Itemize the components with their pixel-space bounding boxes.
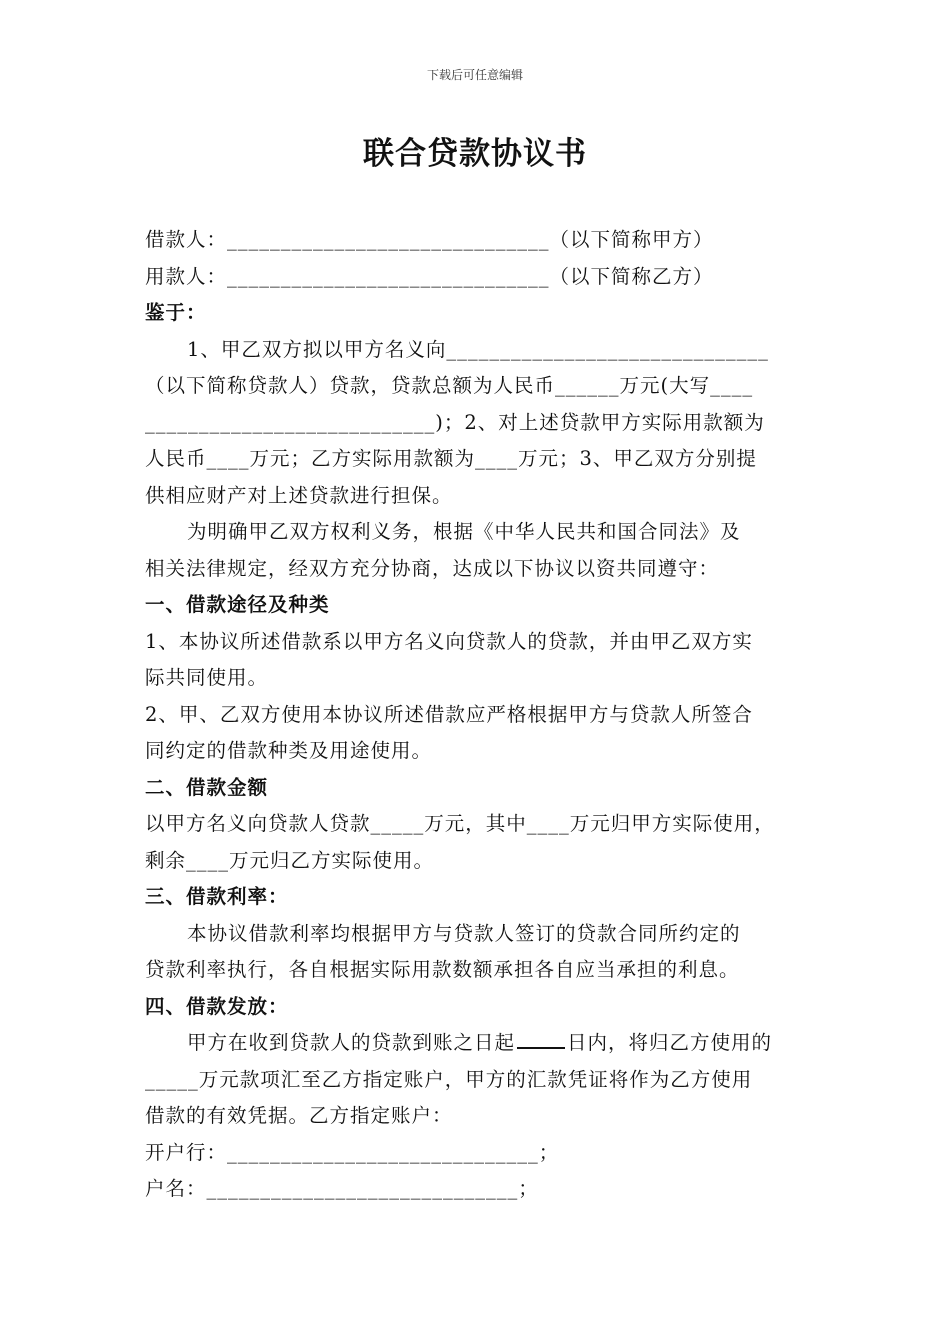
paragraph-line: 贷款利率执行，各自根据实际用款数额承担各自应当承担的利息。 bbox=[145, 958, 740, 981]
paragraph-line: 同约定的借款种类及用途使用。 bbox=[145, 739, 433, 762]
section-heading: 三、借款利率： bbox=[145, 885, 289, 908]
paragraph-line: 际共同使用。 bbox=[145, 666, 269, 689]
paragraph-text: 甲方在收到贷款人的贷款到账之日起 bbox=[187, 1031, 516, 1054]
paragraph-line: 剩余____万元归乙方实际使用。 bbox=[145, 848, 435, 872]
paragraph-line: ___________________________)；2、对上述贷款甲方实际用款额为 bbox=[145, 410, 765, 434]
paragraph-line: 1、甲乙双方拟以甲方名义向______________________________ bbox=[187, 337, 769, 361]
days-blank bbox=[517, 1027, 565, 1049]
paragraph-text: 日内，将归乙方使用的 bbox=[567, 1031, 773, 1054]
paragraph-line: 为明确甲乙双方权利义务，根据《中华人民共和国合同法》及 bbox=[187, 520, 741, 543]
paragraph-line: 人民币____万元；乙方实际用款额为____万元；3、甲乙双方分别提 bbox=[145, 447, 757, 470]
paragraph-line-with-blank bbox=[145, 1025, 825, 1062]
section-heading: 一、借款途径及种类 bbox=[145, 593, 330, 616]
account-name-line: 户名：_____________________________； bbox=[145, 1177, 539, 1200]
paragraph-line: 2、甲、乙双方使用本协议所述借款应严格根据甲方与贷款人所签合 bbox=[145, 702, 753, 726]
user-line: 用款人：______________________________（以下简称乙方） bbox=[145, 264, 714, 288]
paragraph-line: _____万元款项汇至乙方指定账户，甲方的汇款凭证将作为乙方使用 bbox=[145, 1067, 753, 1091]
bank-line: 开户行：_____________________________； bbox=[145, 1140, 560, 1164]
paragraph-line: 相关法律规定，经双方充分协商，达成以下协议以资共同遵守： bbox=[145, 556, 720, 580]
paragraph-line: 1、本协议所述借款系以甲方名义向贷款人的贷款，并由甲乙双方实 bbox=[145, 629, 753, 653]
paragraph-line: 本协议借款利率均根据甲方与贷款人签订的贷款合同所约定的 bbox=[187, 921, 741, 945]
paragraph-line: 借款的有效凭据。乙方指定账户： bbox=[145, 1104, 453, 1127]
borrower-line: 借款人：______________________________（以下简称甲方） bbox=[145, 228, 714, 251]
paragraph-line: 以甲方名义向贷款人贷款_____万元，其中____万元归甲方实际使用， bbox=[145, 812, 775, 835]
paragraph-line: （以下简称贷款人）贷款，贷款总额为人民币______万元(大写____ bbox=[145, 374, 754, 397]
document-body bbox=[145, 222, 825, 1208]
section-heading: 二、借款金额 bbox=[145, 775, 269, 799]
section-heading: 四、借款发放： bbox=[145, 994, 289, 1018]
paragraph-line: 供相应财产对上述贷款进行担保。 bbox=[145, 483, 453, 507]
document-title: 联合贷款协议书 bbox=[363, 136, 587, 172]
header-note: 下载后可任意编辑 bbox=[426, 68, 523, 82]
whereas-heading: 鉴于： bbox=[145, 301, 207, 324]
